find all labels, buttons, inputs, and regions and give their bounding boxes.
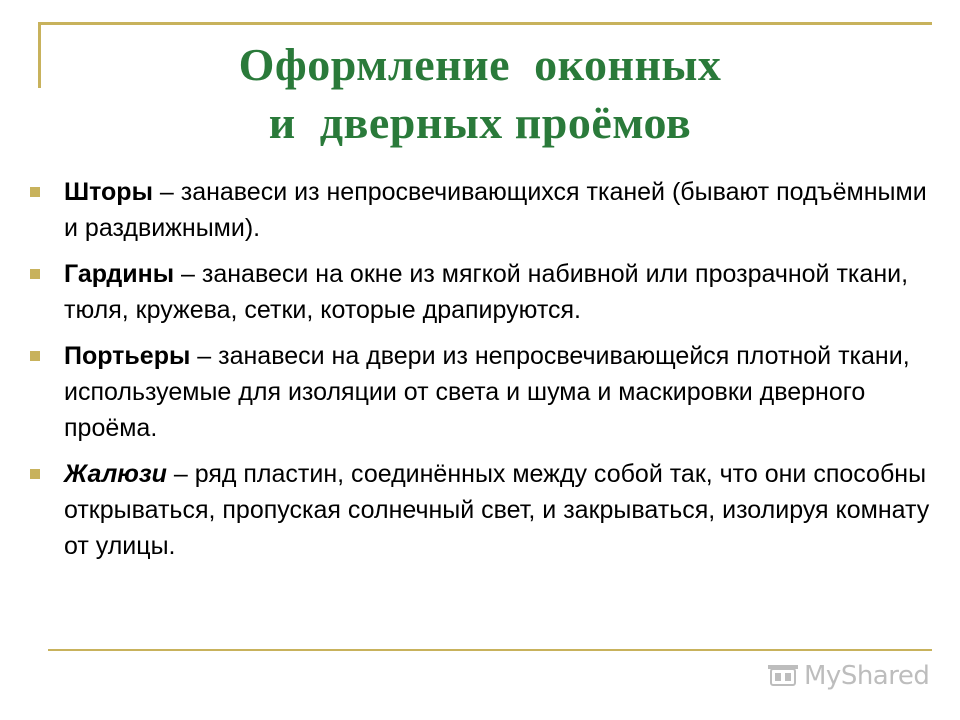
bullet-text: – занавеси из непросвечивающихся тканей (бывают подъёмными и раздвижными).	[64, 178, 927, 242]
bullet-square-icon	[30, 351, 40, 361]
bullet-term: Портьеры	[64, 342, 191, 370]
bullet-square-icon	[30, 187, 40, 197]
bullet-text: – занавеси на двери из непросвечивающейся плотной ткани, используемые для изоляции от света и шума и маскировки дверного проёма.	[64, 342, 910, 442]
bullet-item-shtory	[30, 174, 930, 246]
frame-bottom-line	[48, 649, 932, 651]
bullet-square-icon	[30, 269, 40, 279]
bullet-item-zhalyuzi	[30, 456, 930, 564]
bullet-list	[30, 174, 930, 574]
bullet-item-portery	[30, 338, 930, 446]
title-line-2: и дверных проёмов	[268, 97, 692, 148]
slide-title	[0, 36, 960, 152]
bullet-term: Жалюзи	[64, 460, 167, 488]
watermark-text: MyShared	[804, 661, 930, 691]
bullet-term: Шторы	[64, 178, 153, 206]
bullet-square-icon	[30, 469, 40, 479]
bullet-text: – ряд пластин, соединённых между собой так, что они способны открываться, пропуская солнечный свет, и закрываться, изолируя комнату от улицы.	[64, 460, 930, 560]
bullet-text: – занавеси на окне из мягкой набивной или прозрачной ткани, тюля, кружева, сетки, которые драпируются.	[64, 260, 909, 324]
bullet-term: Гардины	[64, 260, 175, 288]
title-line-1: Оформление оконных	[238, 39, 722, 90]
frame-top-line	[38, 22, 932, 25]
bullet-item-gardiny	[30, 256, 930, 328]
mortarboard-icon	[768, 663, 798, 689]
watermark-logo	[768, 656, 929, 696]
